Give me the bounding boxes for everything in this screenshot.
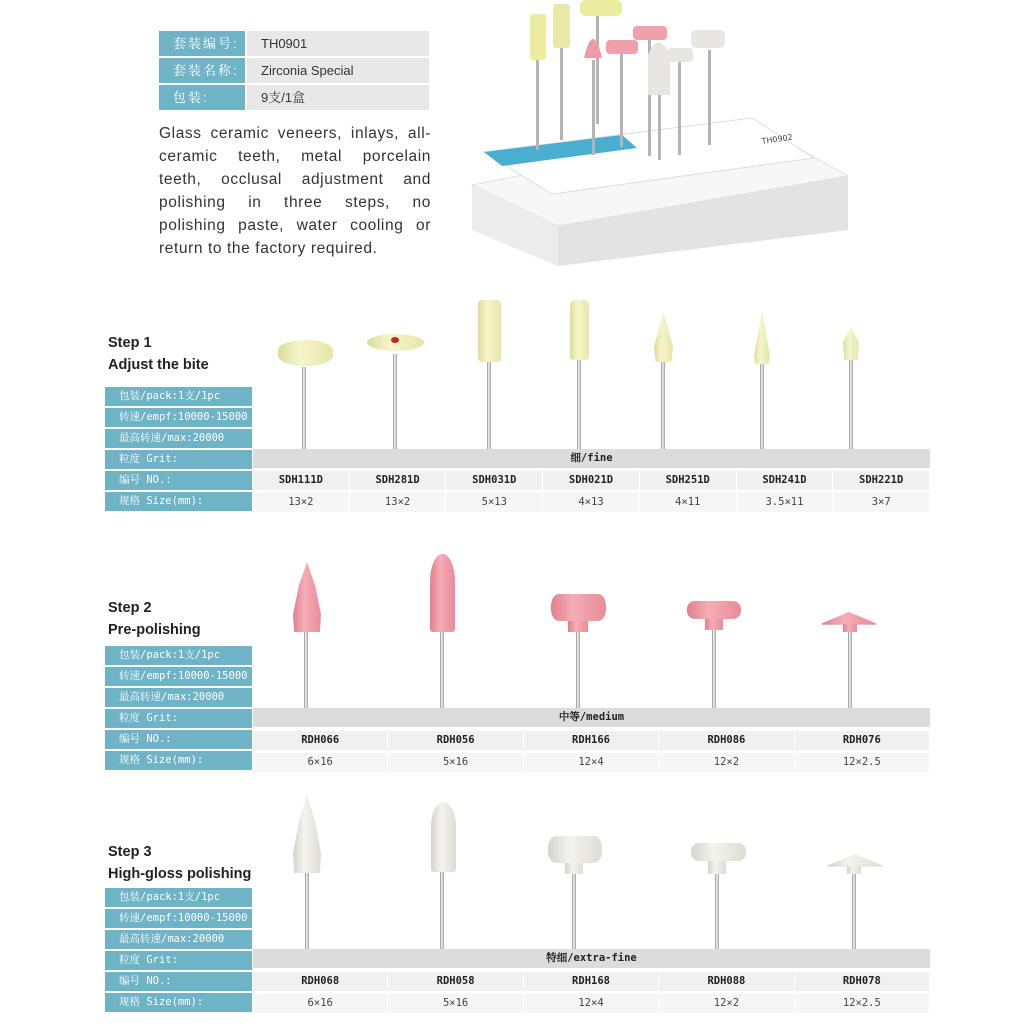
product-size: 12×2.5 — [795, 994, 930, 1013]
kit-name-row — [159, 58, 429, 83]
step2-number: Step 2 — [108, 600, 152, 616]
product-size: 13×2 — [253, 493, 350, 512]
product-size: 5×13 — [446, 493, 543, 512]
step2-speed-label: 转速/empf:10000-15000 — [105, 667, 252, 686]
step1-size-label: 规格 Size(mm): — [105, 492, 252, 511]
product-code: RDH166 — [524, 731, 659, 750]
bur-shank — [576, 630, 580, 708]
bur-taper-head — [570, 300, 589, 360]
bur-shank — [487, 360, 491, 449]
bur-shank — [304, 628, 308, 708]
bur-needle-head — [754, 310, 770, 364]
kit-pack-label: 包装: — [159, 85, 245, 110]
step1-speed-label: 转速/empf:10000-15000 — [105, 408, 252, 427]
product-code: SDH221D — [833, 471, 930, 490]
kit-code-value: TH0901 — [245, 31, 429, 56]
bur-shank — [572, 872, 576, 949]
step1-pack-label: 包装/pack:1支/1pc — [105, 387, 252, 406]
kit-box-image — [462, 0, 854, 270]
product-size: 3.5×11 — [737, 493, 834, 512]
bur-neck — [708, 860, 726, 874]
bur-shank — [715, 872, 719, 949]
product-size: 12×2.5 — [795, 753, 930, 772]
product-size: 12×4 — [524, 753, 659, 772]
kit-code-label: 套装编号: — [159, 31, 245, 56]
step3-size-row — [253, 994, 930, 1013]
step3-grit-label: 粒度 Grit: — [105, 951, 252, 970]
product-size: 5×16 — [388, 753, 523, 772]
bur-flame-head — [293, 795, 321, 873]
kit-pack-row — [159, 85, 429, 110]
kit-box-svg — [462, 0, 854, 270]
step2-size-label: 规格 Size(mm): — [105, 751, 252, 770]
step1-title: Adjust the bite — [108, 357, 209, 373]
bur-disc-head — [278, 340, 333, 366]
product-code: RDH056 — [388, 731, 523, 750]
product-code: RDH088 — [659, 972, 794, 991]
bur-wheel-head — [548, 836, 602, 863]
step1-grit-value: 细/fine — [253, 449, 930, 468]
step2-code-row — [253, 731, 930, 750]
product-size: 4×13 — [543, 493, 640, 512]
product-code: RDH086 — [659, 731, 794, 750]
bur-bullet-head — [430, 554, 455, 632]
product-code: SDH251D — [640, 471, 737, 490]
bur-cylinder-head — [478, 300, 501, 362]
bur-flame-head — [654, 312, 673, 362]
step3-no-label: 编号 NO.: — [105, 972, 252, 991]
product-size: 12×2 — [659, 994, 794, 1013]
kit-name-label: 套装名称: — [159, 58, 245, 83]
bur-shank — [305, 870, 309, 949]
bur-shank — [661, 360, 665, 449]
kit-name-value: Zirconia Special — [245, 58, 429, 83]
bur-shank — [849, 358, 853, 449]
bur-shank — [393, 354, 397, 449]
product-size: 6×16 — [253, 753, 388, 772]
product-code: RDH076 — [795, 731, 930, 750]
bur-shank — [440, 628, 444, 708]
product-size: 3×7 — [833, 493, 930, 512]
step3-number: Step 3 — [108, 844, 152, 860]
step2-no-label: 编号 NO.: — [105, 730, 252, 749]
step1-heading — [108, 332, 209, 376]
bur-neck — [843, 624, 857, 632]
step2-max-label: 最高转速/max:20000 — [105, 688, 252, 707]
step1-number: Step 1 — [108, 335, 152, 351]
product-code: SDH111D — [253, 471, 350, 490]
bur-shank — [302, 367, 306, 449]
bur-center-dot — [391, 337, 399, 343]
step1-code-row — [253, 471, 930, 490]
step3-heading — [108, 841, 251, 885]
product-code: SDH241D — [737, 471, 834, 490]
step3-code-row — [253, 972, 930, 991]
bur-shank — [712, 628, 716, 708]
step3-max-label: 最高转速/max:20000 — [105, 930, 252, 949]
kit-pack-value: 9支/1盒 — [245, 85, 429, 110]
step3-size-label: 规格 Size(mm): — [105, 993, 252, 1012]
step3-title: High-gloss polishing — [108, 866, 252, 882]
kit-code-row — [159, 31, 429, 56]
step2-grit-value: 中等/medium — [253, 708, 930, 727]
product-size: 6×16 — [253, 994, 388, 1013]
step3-speed-label: 转速/empf:10000-15000 — [105, 909, 252, 928]
box-label: TH0902 — [761, 132, 794, 146]
step2-heading — [108, 597, 201, 641]
kit-description: Glass ceramic veneers, inlays, all-ceramic teeth, metal porcelain teeth, occlusal adjustment and polishing in three steps, no polishing paste, water cooling or return to the factory required. — [159, 125, 431, 257]
step2-pack-label: 包装/pack:1支/1pc — [105, 646, 252, 665]
step1-no-label: 编号 NO.: — [105, 471, 252, 490]
step3-pack-label: 包装/pack:1支/1pc — [105, 888, 252, 907]
step3-grit-value: 特细/extra-fine — [253, 949, 930, 968]
product-size: 12×2 — [659, 753, 794, 772]
product-size: 4×11 — [640, 493, 737, 512]
product-code: SDH031D — [446, 471, 543, 490]
product-size: 5×16 — [388, 994, 523, 1013]
product-code: RDH066 — [253, 731, 388, 750]
product-code: RDH168 — [524, 972, 659, 991]
step1-size-row — [253, 493, 930, 512]
product-code: RDH078 — [795, 972, 930, 991]
product-size: 12×4 — [524, 994, 659, 1013]
step1-grit-label: 粒度 Grit: — [105, 450, 252, 469]
bur-wheel-head — [691, 843, 746, 861]
bur-shank — [577, 358, 581, 449]
bur-shank — [760, 362, 764, 449]
product-code: RDH068 — [253, 972, 388, 991]
step1-max-label: 最高转速/max:20000 — [105, 429, 252, 448]
product-code: SDH281D — [350, 471, 447, 490]
product-code: SDH021D — [543, 471, 640, 490]
product-size: 13×2 — [350, 493, 447, 512]
bur-shank — [848, 630, 852, 708]
bur-shank — [440, 868, 444, 949]
product-code: RDH058 — [388, 972, 523, 991]
step2-grit-label: 粒度 Grit: — [105, 709, 252, 728]
bur-wheel-head — [687, 601, 741, 619]
step2-title: Pre-polishing — [108, 622, 201, 638]
bur-wheel-head — [551, 594, 606, 621]
bur-shank — [852, 872, 856, 949]
bur-neck — [847, 866, 861, 874]
bur-bullet-head — [431, 802, 456, 872]
step2-size-row — [253, 753, 930, 772]
bur-short-flame-head — [843, 327, 859, 360]
bur-flame-head — [293, 562, 321, 632]
